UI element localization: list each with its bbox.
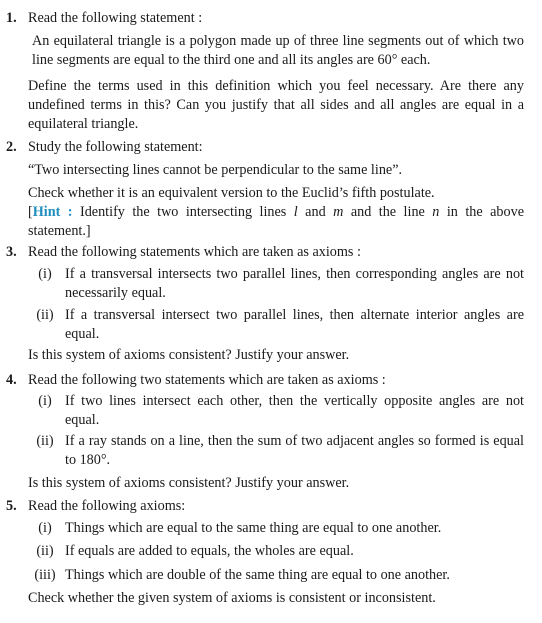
variable-l: l: [293, 204, 298, 220]
question-1-number: 1.: [6, 10, 17, 26]
question-4-number: 4.: [6, 372, 17, 388]
item-text: If a ray stands on a line, then the sum of two adjacent angles so formed is equal to 180°.: [65, 433, 524, 468]
question-5-title: Read the following axioms:: [28, 498, 186, 514]
item-roman: (ii): [36, 433, 54, 449]
question-3-title: Read the following statements which are taken as axioms :: [28, 244, 361, 260]
question-1-body: Define the terms used in this definition which you feel necessary. Are there any undefined terms in this? Can you justify that all sides and all angles are equal in a equilateral triangle.: [28, 78, 524, 132]
question-2-number: 2.: [6, 139, 17, 155]
item-text: If two lines intersect each other, then the vertically opposite angles are not equal.: [65, 393, 524, 428]
item-text: Things which are double of the same thing are equal to one another.: [65, 567, 450, 583]
hint-label: Hint :: [32, 204, 73, 220]
item-text: Things which are equal to the same thing are equal to one another.: [65, 520, 442, 536]
item-text: If a transversal intersects two parallel lines, then corresponding angles are not necessarily equal.: [65, 266, 524, 301]
question-4-title: Read the following two statements which are taken as axioms :: [28, 372, 386, 388]
hint-open: [: [28, 204, 33, 220]
hint-text-3: in the above statement.]: [28, 204, 524, 239]
question-2-title: Study the following statement:: [28, 139, 203, 155]
item-roman: (iii): [34, 567, 56, 583]
question-4-footer: Is this system of axioms consistent? Justify your answer.: [28, 475, 350, 491]
question-3-footer: Is this system of axioms consistent? Justify your answer.: [28, 347, 350, 363]
item-roman: (ii): [36, 307, 54, 323]
question-2-body-pre: Check whether it is an equivalent version to the Euclid’s fifth postulate.: [28, 185, 435, 201]
item-text: If equals are added to equals, the wholes are equal.: [65, 543, 354, 559]
question-2-quote: “Two intersecting lines cannot be perpendicular to the same line”.: [28, 162, 403, 178]
item-roman: (i): [38, 266, 52, 282]
item-roman: (i): [38, 520, 52, 536]
question-3-number: 3.: [6, 244, 17, 260]
item-text: If a transversal intersect two parallel lines, then alternate interior angles are equal.: [65, 307, 524, 342]
item-roman: (ii): [36, 543, 54, 559]
question-1-quote: An equilateral triangle is a polygon made up of three line segments out of which two line segments are equal to the third one and all its angles are 60° each.: [32, 33, 524, 68]
variable-m: m: [333, 204, 344, 220]
variable-n: n: [432, 204, 440, 220]
hint-text-1: Identify the two intersecting lines: [72, 204, 294, 220]
question-5-number: 5.: [6, 498, 17, 514]
hint-and: and: [297, 204, 334, 220]
question-2-body: [28, 184, 524, 241]
item-roman: (i): [38, 393, 52, 409]
hint-text-2: and the line: [343, 204, 433, 220]
question-1-title: Read the following statement :: [28, 10, 203, 26]
question-5-footer: Check whether the given system of axioms is consistent or inconsistent.: [28, 590, 436, 606]
